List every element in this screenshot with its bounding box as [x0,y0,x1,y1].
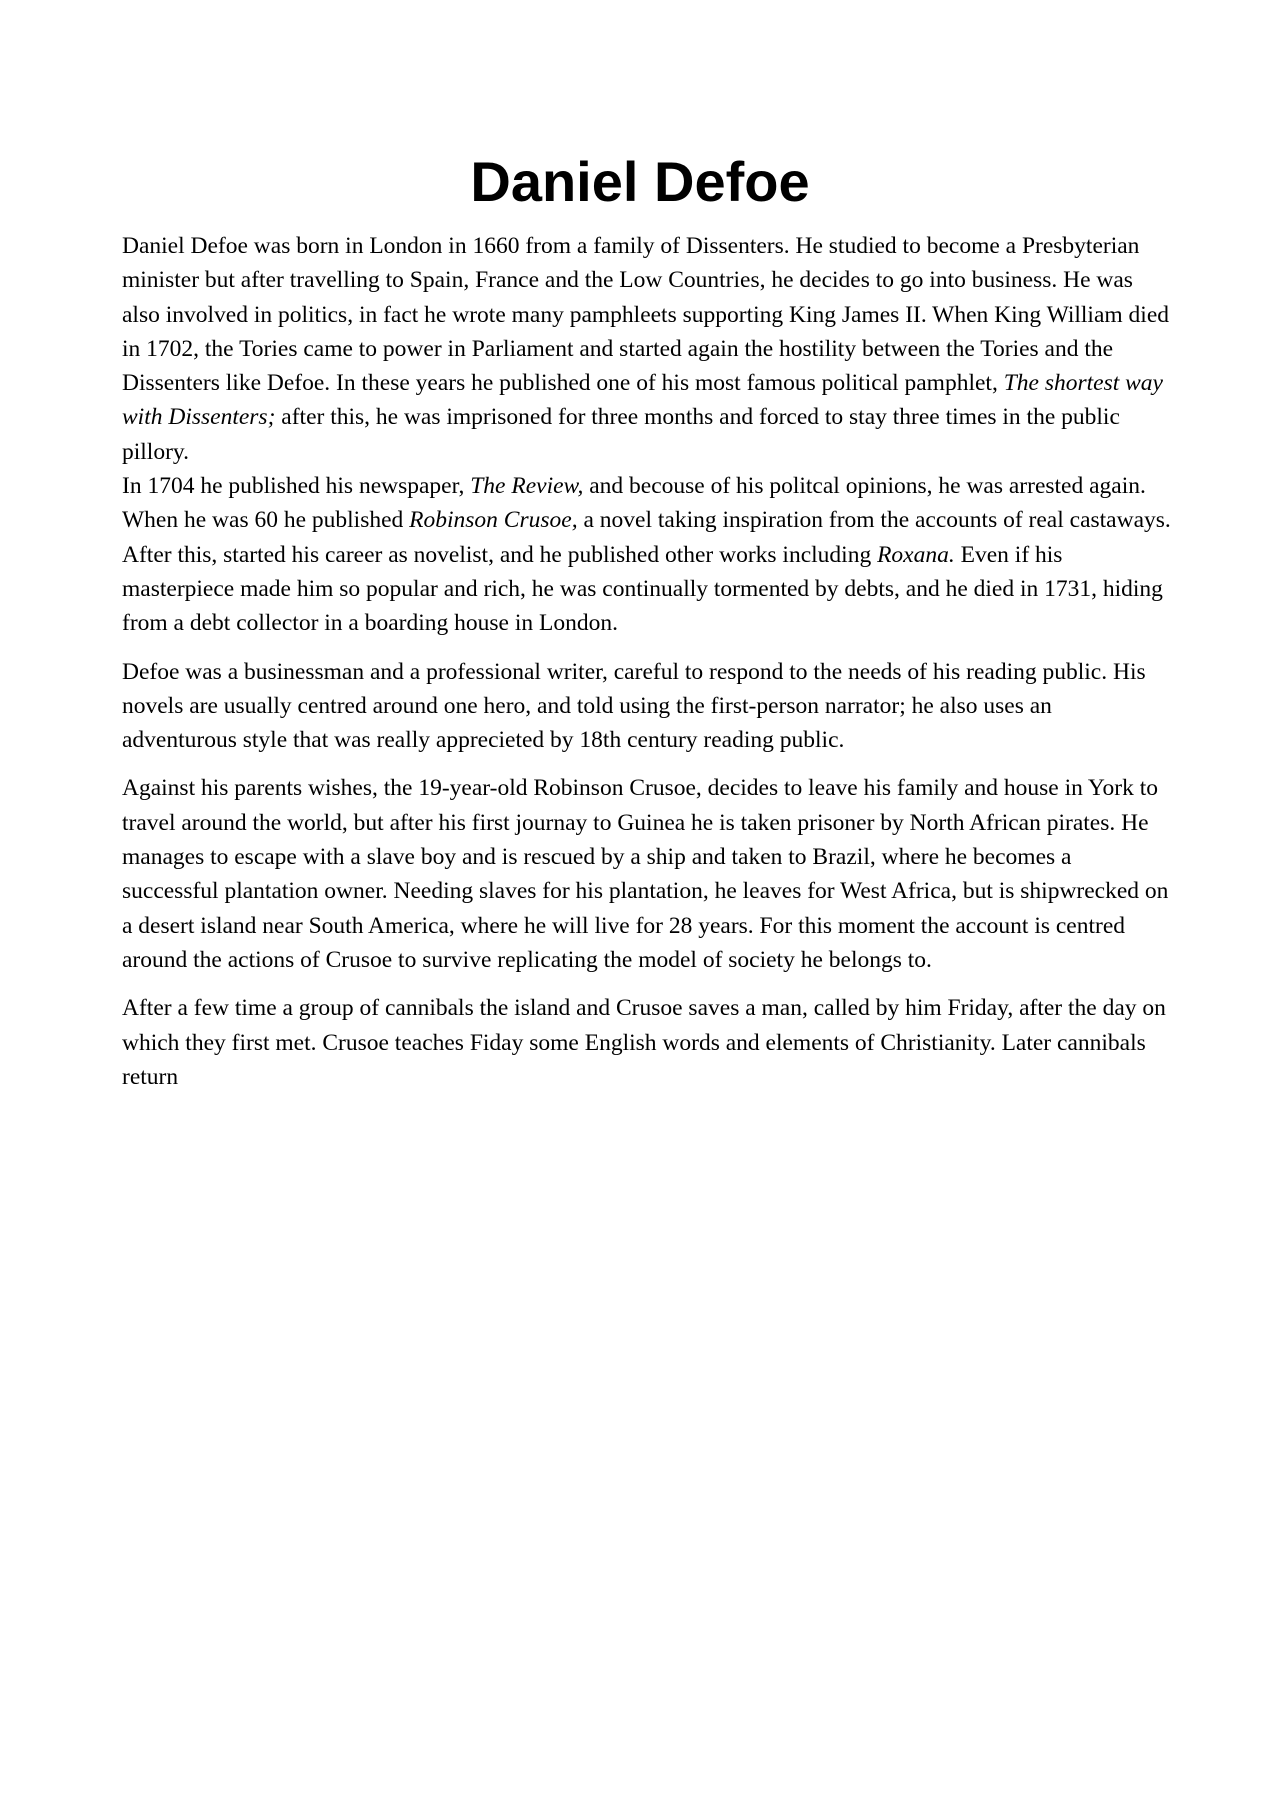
document-body [122,229,1172,1094]
italic-title-run: The shortest way with Dissenters; [122,370,1163,431]
text-run: after this, he was imprisoned for three months and forced to stay three times in the public pillory. [122,404,1120,465]
text-run: a novel taking inspiration from the accounts of real castaways. After this, started his career as novelist, and he published other works including [122,507,1171,568]
text-run: In 1704 he published his newspaper, [122,473,471,500]
paragraph-3 [122,655,1172,758]
paragraph-2 [122,469,1172,640]
italic-title-run: Robinson Crusoe, [409,507,578,534]
paragraph-5 [122,991,1172,1094]
italic-title-run: The Review, [470,473,584,500]
text-run: and becouse of his politcal opinions, he was arrested again. When he was 60 he published [122,473,1146,534]
italic-title-run: Roxana. [877,541,955,568]
text-run: Even if his masterpiece made him so popular and rich, he was continually tormented by debts, and he died in 1731, hiding from a debt collector in a boarding house in London. [122,541,1163,637]
text-run: Daniel Defoe was born in London in 1660 from a family of Dissenters. He studied to become a Presbyterian minister but after travelling to Spain, France and the Low Countries, he decides to go into business. He was also involved in politics, in fact he wrote many pamphleets supporting King James II. When King William died in 1702, the Tories came to power in Parliament and started again the hostility between the Tories and the Dissenters like Defoe. In these years he published one of his most famous political pamphlet, [122,233,1170,397]
page-title: Daniel Defoe [470,150,810,213]
text-run: After a few time a group of cannibals the island and Crusoe saves a man, called by him Friday, after the day on which they first met. Crusoe teaches Fiday some English words and elements of Christianity. Later cannibals return [122,995,1166,1090]
paragraph-4 [122,771,1172,977]
paragraph-1 [122,229,1172,469]
text-run: Defoe was a businessman and a professional writer, careful to respond to the needs of his reading public. His novels are usually centred around one hero, and told using the first-person narrator; he also uses an adventurous style that was really apprecieted by 18th century reading public. [122,658,1146,754]
text-run: Against his parents wishes, the 19-year-old Robinson Crusoe, decides to leave his family and house in York to travel around the world, but after his first journay to Guinea he is taken prisoner by North African pirates. He manages to escape with a slave boy and is rescued by a ship and taken to Brazil, where he becomes a successful plantation owner. Needing slaves for his plantation, he leaves for West Africa, but is shipwrecked on a desert island near South America, where he will live for 28 years. For this moment the account is centred around the actions of Crusoe to survive replicating the model of society he belongs to. [122,775,1169,973]
